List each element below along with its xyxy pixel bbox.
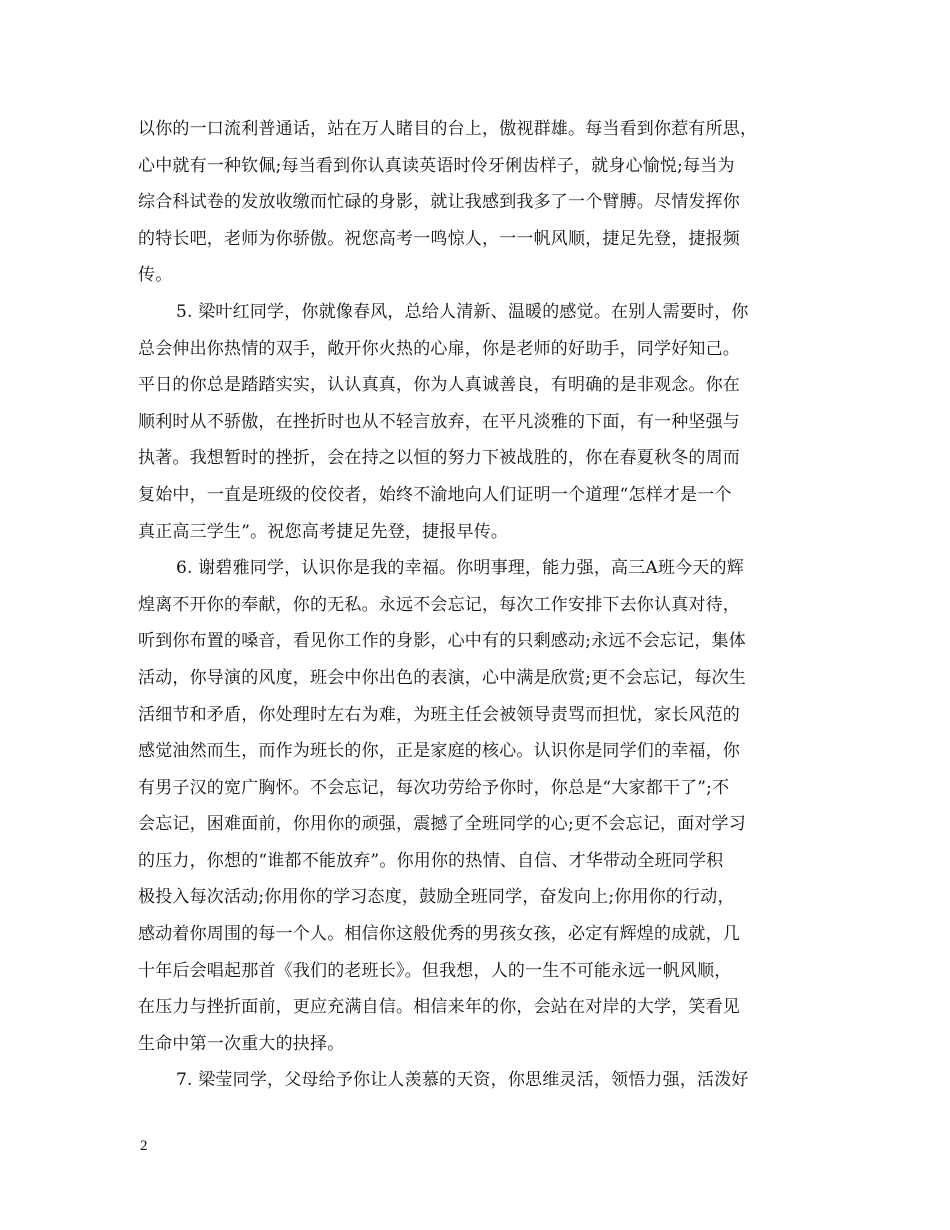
paragraph-5-start: 5. 梁叶红同学，你就像春风，总给人清新、温暖的感觉。在别人需要时，你 xyxy=(176,301,749,322)
text-line-8: 平日的你总是踏踏实实，认认真真，你为人真诚善良，有明确的是非观念。你在 xyxy=(138,375,740,396)
text-line-7: 总会伸出你热情的双手，敞开你火热的心扉，你是老师的好助手，同学好知己。 xyxy=(138,338,740,359)
text-line-9: 顺利时从不骄傲，在挫折时也从不轻言放弃，在平凡淡雅的下面，有一种坚强与 xyxy=(138,411,740,432)
text-line-5: 传。 xyxy=(138,265,173,286)
text-line-25: 在压力与挫折面前，更应充满自信。相信来年的你，会站在对岸的大学，笑看见 xyxy=(138,997,740,1018)
text-line-24: 十年后会唱起那首《我们的老班长》。但我想，人的一生不可能永远一帆风顺， xyxy=(138,960,732,981)
text-line-10: 执著。我想暂时的挫折，会在持之以恒的努力下被战胜的，你在春夏秋冬的周而 xyxy=(138,448,740,469)
text-line-17: 活细节和矛盾，你处理时左右为难，为班主任会被领导责骂而担忧，家长风范的 xyxy=(138,704,740,725)
text-line-3: 综合科试卷的发放收缴而忙碌的身影，就让我感到我多了一个臂膊。尽情发挥你 xyxy=(138,192,740,213)
text-line-21: 的压力，你想的“谁都不能放弃”。你用你的热情、自信、才华带动全班同学积 xyxy=(138,850,724,871)
page-number: 2 xyxy=(140,1138,148,1154)
paragraph-6-start: 6. 谢碧雅同学，认识你是我的幸福。你明事理，能力强，高三A班今天的辉 xyxy=(176,558,744,579)
text-line-4: 的特长吧，老师为你骄傲。祝您高考一鸣惊人，一一帆风顺，捷足先登，捷报频 xyxy=(138,228,740,249)
paragraph-7-start: 7. 梁莹同学，父母给予你让人羡慕的天资，你思维灵活，领悟力强，活泼好 xyxy=(176,1070,749,1091)
text-line-2: 心中就有一种钦佩;每当看到你认真读英语时伶牙俐齿样子，就身心愉悦;每当为 xyxy=(138,155,735,176)
document-body xyxy=(138,111,814,1099)
text-line-20: 会忘记，困难面前，你用你的顽强，震撼了全班同学的心;更不会忘记，面对学习 xyxy=(138,814,746,835)
text-line-14: 煌离不开你的奉献，你的无私。永远不会忘记，每次工作安排下去你认真对待， xyxy=(138,594,740,615)
text-line-26: 生命中第一次重大的抉择。 xyxy=(138,1033,345,1054)
text-line-12: 真正高三学生”。祝您高考捷足先登，捷报早传。 xyxy=(138,521,509,542)
text-line-11: 复始中，一直是班级的佼佼者，始终不渝地向人们证明一个道理“怎样才是一个 xyxy=(138,484,732,505)
text-line-1: 以你的一口流利普通话，站在万人睹目的台上，傲视群雄。每当看到你惹有所思， xyxy=(138,119,758,139)
text-line-22: 极投入每次活动;你用你的学习态度，鼓励全班同学，奋发向上;你用你的行动， xyxy=(138,887,735,908)
text-line-19: 有男子汉的宽广胸怀。不会忘记，每次功劳给予你时，你总是“大家都干了”;不 xyxy=(138,777,730,798)
text-line-18: 感觉油然而生，而作为班长的你，正是家庭的核心。认识你是同学们的幸福，你 xyxy=(138,741,740,762)
text-line-16: 活动，你导演的风度，班会中你出色的表演，心中满是欣赏;更不会忘记，每次生 xyxy=(138,667,746,688)
text-line-23: 感动着你周围的每一个人。相信你这般优秀的男孩女孩，必定有辉煌的成就，几 xyxy=(138,924,740,945)
text-line-15: 听到你布置的嗓音，看见你工作的身影，心中有的只剩感动;永远不会忘记，集体 xyxy=(138,631,746,652)
